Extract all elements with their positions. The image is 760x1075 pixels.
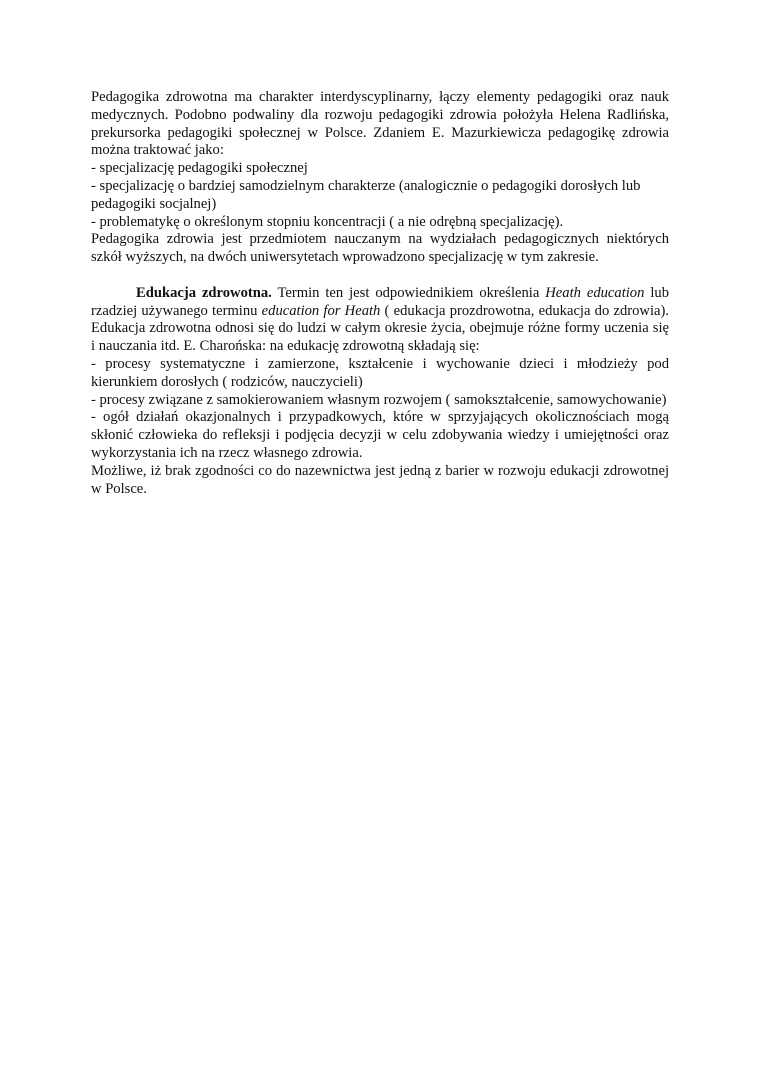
section2-closing: Możliwe, iż brak zgodności co do nazewnictwa jest jedną z barier w rozwoju edukacji zdrowotnej w Polsce. [91, 462, 669, 497]
section2-heading: Edukacja zdrowotna. [136, 284, 272, 301]
paragraph-gap [91, 267, 669, 285]
term-heath-education: Heath education [545, 284, 645, 301]
section2-item-3: - ogół działań okazjonalnych i przypadkowych, które w sprzyjających okolicznościach mogą skłonić człowieka do refleksji i podjęcia decyzji w celu zdobywania wiedzy i umiejętności oraz wykorzystania ich na rzecz własnego zdrowia. [91, 409, 669, 461]
document-body [91, 89, 669, 498]
section1-item-3: - problematykę o określonym stopniu koncentracji ( a nie odrębną specjalizację). [91, 213, 564, 230]
section1-closing: Pedagogika zdrowia jest przedmiotem nauczanym na wydziałach pedagogicznych niektórych szkół wyższych, na dwóch uniwersytetach wprowadzono specjalizację w tym zakresie. [91, 231, 669, 266]
section1-item-1: - specjalizację pedagogiki społecznej [91, 160, 308, 177]
section1-intro: Pedagogika zdrowotna ma charakter interdyscyplinarny, łączy elementy pedagogiki oraz nauk medycznych. Podobno podwaliny dla rozwoju pedagogiki zdrowia położyła Helena Radlińska, prekursorka pedagogiki społecznej w Polsce. Zdaniem E. Mazurkiewicza pedagogikę zdrowia można traktować jako: [91, 89, 669, 159]
section2-item-1: - procesy systematyczne i zamierzone, kształcenie i wychowanie dzieci i młodzieży pod kierunkiem dorosłych ( rodziców, nauczycieli) [91, 355, 669, 390]
section2-item-2: - procesy związane z samokierowaniem własnym rozwojem ( samokształcenie, samowychowanie) [91, 391, 667, 408]
section1-item-2: - specjalizację o bardziej samodzielnym charakterze (analogicznie o pedagogiki dorosłych lub pedagogiki socjalnej) [91, 177, 641, 212]
section2-intro [91, 285, 669, 356]
section2-intro-part2: lub rzadziej używanego terminu [91, 284, 669, 319]
section2-intro-part3: ( edukacja prozdrowotna, edukacja do zdrowia). Edukacja zdrowotna odnosi się do ludzi w całym okresie życia, obejmuje różne formy uczenia się i nauczania itd. E. Charońska: na edukację zdrowotną składają się: [91, 302, 669, 355]
section2-intro-part1: Termin ten jest odpowiednikiem określenia [271, 284, 546, 301]
term-education-for-heath: education for Heath [261, 302, 381, 319]
